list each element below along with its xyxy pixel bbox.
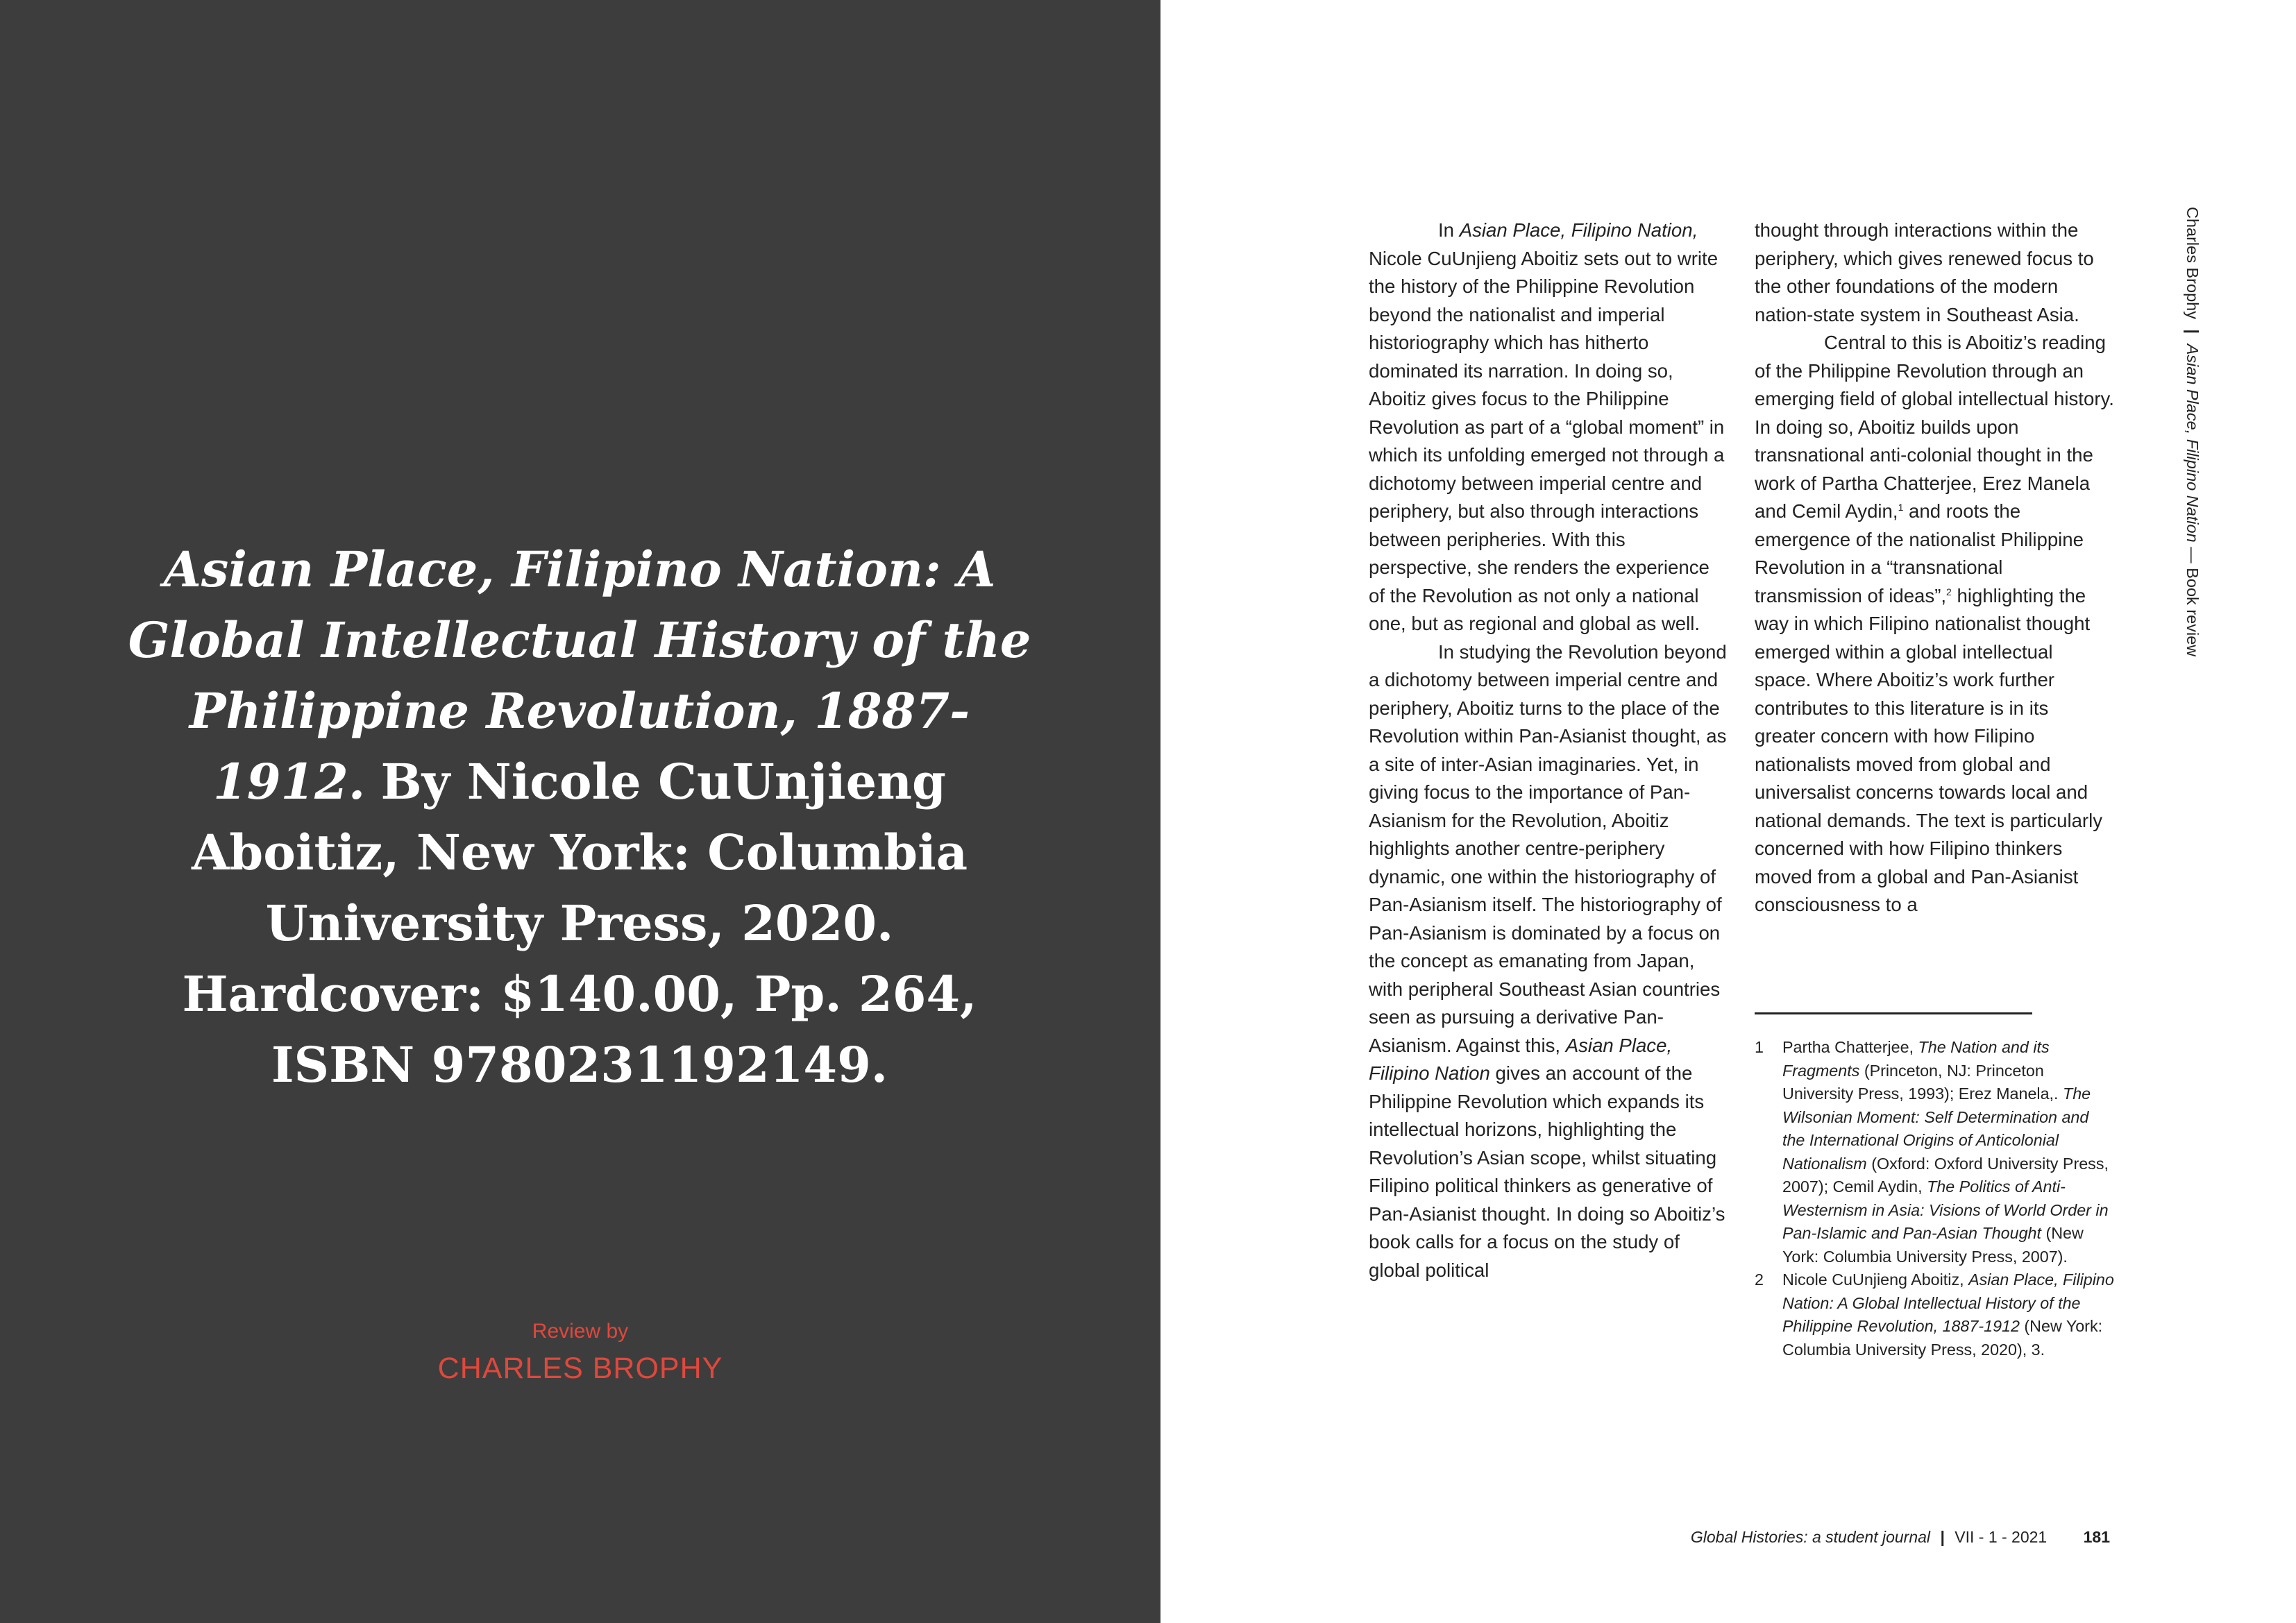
body-column-2 <box>1755 216 2114 919</box>
page-number: 181 <box>2083 1528 2110 1546</box>
footer-separator: | <box>1940 1528 1945 1546</box>
book-title-ref: Asian Place, Filipino Nation <box>1369 1034 1673 1084</box>
fn-title: The Politics of Anti-Westernism in Asia: Visions of World Order in Pan-Islamic and Pan-Asian Thought <box>1782 1178 2109 1242</box>
paragraph-3-text-b: and roots the emergence of the nationalist Philippine Revolution in a “transnational transmission of ideas”, <box>1755 500 2084 606</box>
paragraph-3-text-a: Central to this is Aboitiz’s reading of the Philippine Revolution through an emerging field of global intellectual history. In doing so, Aboitiz builds upon transnational anti-colonial thought in the work of Partha Chatterjee, Erez Manela and Cemil Aydin, <box>1755 332 2114 522</box>
fn-text-part: (Oxford: Oxford University Press, 2007); Cemil Aydin, <box>1782 1154 2109 1196</box>
paragraph-1-start: In <box>1438 219 1460 241</box>
fn-text-part: (New York: Columbia University Press, 2007). <box>1782 1224 2084 1266</box>
reviewer-name: CHARLES BROPHY <box>437 1352 723 1385</box>
running-head-suffix: — Book review <box>2184 542 2202 657</box>
paragraph-1 <box>1369 216 1728 638</box>
fn-text-part: (New York: Columbia University Press, 2020), 3. <box>1782 1317 2103 1359</box>
fn-title: The Nation and its Fragments <box>1782 1038 2050 1080</box>
body-column-1 <box>1369 216 1728 1284</box>
running-head-title: Asian Place, Filipino Nation <box>2184 343 2202 543</box>
footnote-text <box>1782 1268 2116 1361</box>
fn-title: Asian Place, Filipino Nation: A Global Intellectual History of the Philippine Revolution, 1887-1912 <box>1782 1271 2114 1335</box>
footnote-number: 1 <box>1755 1038 1764 1056</box>
fn-text-part: Nicole CuUnjieng Aboitiz, <box>1782 1271 1969 1289</box>
issue-info: VII - 1 - 2021 <box>1955 1528 2048 1546</box>
journal-name: Global Histories: a student journal <box>1690 1528 1931 1546</box>
paragraph-3-text-c: highlighting the way in which Filipino nationalist thought emerged within a global intellectual space. Where Aboitiz’s work further contributes to this literature is in its greater concern with how Filipino nationalists moved from global and universalist concerns towards local and national demands. The text is particularly concerned with how Filipino thinkers moved from a global and Pan-Asianist consciousness to a <box>1755 584 2103 915</box>
running-head-separator: | <box>2184 329 2202 334</box>
fn-title: The Wilsonian Moment: Self Determination and the International Origins of Anticolonial Nationalism <box>1782 1085 2091 1173</box>
footnote-1 <box>1755 1036 2116 1268</box>
right-page <box>1160 0 2296 1623</box>
paragraph-3 <box>1755 329 2114 919</box>
book-title <box>125 534 1034 1101</box>
paragraph-2 <box>1369 638 1728 1285</box>
fn-text-part: Partha Chatterjee, <box>1782 1038 1918 1056</box>
fn-text-part: (Princeton, NJ: Princeton University Press, 1993); Erez Manela,. <box>1782 1061 2063 1103</box>
footnote-2 <box>1755 1268 2116 1361</box>
footnote-ref-1[interactable]: 1 <box>1898 501 1904 513</box>
footnotes <box>1755 1036 2116 1361</box>
running-head-author: Charles Brophy <box>2184 207 2202 319</box>
footnote-number: 2 <box>1755 1271 1764 1289</box>
paragraph-2-continued: thought through interactions within the periphery, which gives renewed focus to the other foundations of the modern nation-state system in Southeast Asia. <box>1755 219 2094 325</box>
book-title-italic: Asian Place, Filipino Nation: A Global Intellectual History of the Philippine Revolution, 1887-1912. <box>128 541 1031 810</box>
page-footer <box>1527 1528 2110 1547</box>
book-citation: By Nicole CuUnjieng Aboitiz, New York: Columbia University Press, 2020. Hardcover: $140.00, Pp. 264, ISBN 9780231192149. <box>182 753 977 1094</box>
paragraph-2-text-a: In studying the Revolution beyond a dichotomy between imperial centre and periphery, Aboitiz turns to the place of the Revolution within Pan-Asianist thought, as a site of inter-Asian imaginaries. Yet, in giving focus to the importance of Pan-Asianism for the Revolution, Aboitiz highlights another centre-periphery dynamic, one within the historiography of Pan-Asianism itself. The historiography of Pan-Asianism is dominated by a focus on the concept as emanating from Japan, with peripheral Southeast Asian countries seen as pursuing a derivative Pan-Asianism. Against this, <box>1369 640 1727 1056</box>
running-head <box>2183 207 2202 656</box>
footnote-ref-2[interactable]: 2 <box>1946 586 1952 597</box>
paragraph-1-text: Nicole CuUnjieng Aboitiz sets out to write the history of the Philippine Revolution beyond the nationalist and imperial historiography which has hitherto dominated its narration. In doing so, Aboitiz gives focus to the Philippine Revolution as part of a “global moment” in which its unfolding emerged not through a dichotomy between imperial centre and periphery, but also through interactions between peripheries. With this perspective, she renders the experience of the Revolution as not only a national one, but as regional and global as well. <box>1369 247 1725 634</box>
footnote-divider <box>1755 1012 2032 1014</box>
review-by-label: Review by <box>532 1320 629 1343</box>
paragraph-2-text-b: gives an account of the Philippine Revolution which expands its intellectual horizons, highlighting the Revolution’s Asian scope, whilst situating Filipino political thinkers as generative of Pan-Asianist thought. In doing so Aboitiz’s book calls for a focus on the study of global political <box>1369 1062 1725 1281</box>
book-title-ref: Asian Place, Filipino Nation, <box>1459 219 1698 241</box>
footnote-text <box>1782 1036 2116 1268</box>
